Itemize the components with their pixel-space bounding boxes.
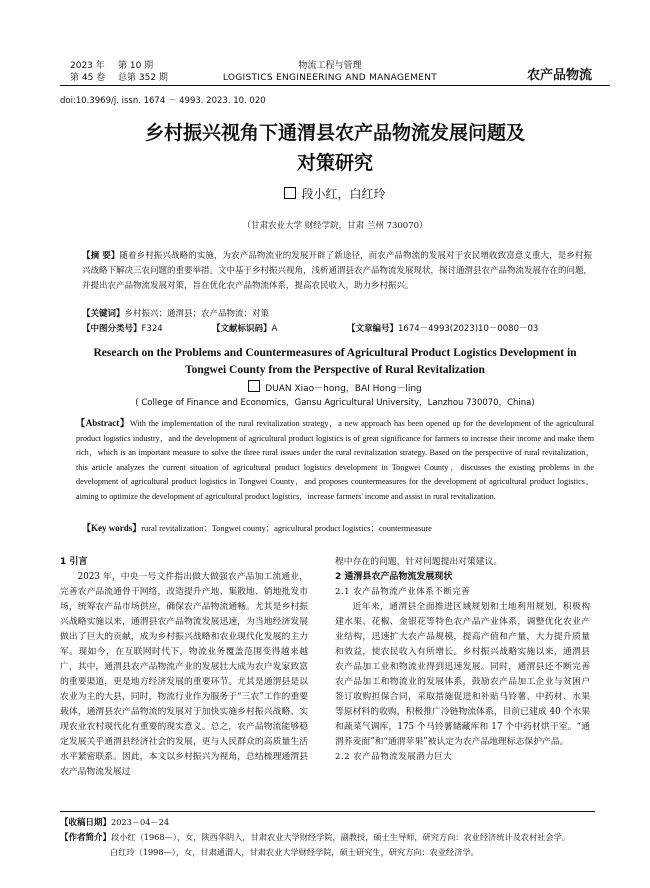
doi: doi:10.3969/j. issn. 1674 － 4993. 2023. 10. 020: [60, 96, 266, 106]
section-2-1-paragraph: 近年来，通渭县全面推进区域规划和土地利用规划，积极构建水果、花椒、金银花等特色农产品产业体系，调整优化农业产业结构，迅速扩大农产品规模，提高产值和产量，大力提升质量和效益，使农民收入有所增长。乡村振兴战略实施以来，通渭县农产品加工业和物流业得到迅速发展。同时，通渭县还不断完善农产品加工和物流业的发展体系，鼓励农产品加工企业与贫困户签订收购担保合同，采取措施促进和补贴马铃薯、中药材、水果等原材料的收购，积极推广冷链物流体系，目前已建成 40 个水果和蔬菜气调库，175 个马铃薯储藏库和 17 个中药材烘干室。“通渭荞麦面”和“通渭苹果”被认定为农产品地理标志保护产品。: [335, 602, 590, 747]
author-bio-1: 段小红（1968—），女，陕西华阴人，甘肃农业大学财经学院，副教授，硕士生导师，研究方向：农业经济统计及农村社会学。: [111, 832, 570, 842]
abstract-cn-label: 【摘 要】: [82, 251, 120, 261]
article-no-value: 1674－4993(2023)10－0080－03: [398, 324, 539, 334]
author-bio-label: 【作者简介】: [60, 833, 112, 843]
section-1-paragraph: 2023 年，中央一号文件指出做大做强农产品加工流通业，完善农产品流通骨干网络，改造提升产地、集散地、销地批发市场，统筹农产品市场供应，确保农产品物流通畅。尤其是乡村振兴战略实施以来，通渭县农产品物流发展迅速，为当地经济发展做出了巨大的贡献，成为乡村振兴战略和农业现代化发展的主力军。现如今，在互联网时代下，物流业务覆盖范围变得越来越广，其中，通渭县农产品物流产业的发展壮大成为农户发家致富的重要渠道，更是地方经济发展的重要环节。尤其是通渭县是以农业为主的大县，同时，物流行业作为服务于“三农”工作的重要载体，通渭县农产品物流的发展对于加快实施乡村振兴战略、实现农业农村现代化有重要的现实意义。总之，农产品物流能够稳定发展关乎通渭县经济社会的发展，更与人民群众的高质量生活水平紧密联系。因此，本文以乡村振兴为视角，总结梳理通渭县农产品物流发展过: [60, 572, 308, 777]
doc-code-label: 【文献标识码】: [212, 324, 272, 334]
issue-label: 第 10 期: [118, 61, 154, 71]
english-author-names: DUAN Xiao－hong，BAI Hong－ling: [265, 384, 422, 394]
footnote: [60, 815, 595, 859]
keywords-en-label: 【Key words】: [82, 523, 142, 533]
keywords-en-text: rural revitalization；Tongwei county；agricultural product logistics；countermeasure: [141, 524, 432, 533]
footnote-rule: [60, 811, 595, 812]
article-no-label: 【文章编号】: [347, 324, 399, 334]
keywords-cn-label: 【关键词】: [82, 309, 125, 319]
english-affiliation: ( College of Finance and Economics，Gansu Agricultural University，Lanzhou 730070，China): [135, 398, 535, 408]
title-line-2: 对策研究: [296, 152, 373, 174]
section-label: 农产品物流: [526, 68, 592, 83]
abstract-cn: [82, 249, 592, 294]
section-1-heading: 1 引言: [60, 557, 88, 567]
section-2-1-heading: 2.1 农产品物流产业体系不断完善: [335, 587, 471, 597]
section-2-heading: 2 通渭县农产品物流发展现状: [335, 572, 453, 582]
english-title-line-1: Research on the Problems and Countermeasures of Agricultural Product Logistics Development in: [93, 347, 577, 359]
header-rule: [60, 85, 610, 86]
paper-title: [60, 118, 610, 178]
title-line-1: 乡村振兴视角下通渭县农产品物流发展问题及: [144, 122, 525, 144]
journal-header: [0, 0, 650, 88]
keywords-cn: [82, 307, 592, 319]
journal-name: [200, 60, 460, 84]
authors: [60, 185, 610, 202]
author-box-icon: [284, 187, 296, 199]
total-issue-label: 总第 352 期: [118, 73, 168, 83]
doc-code-value: A: [271, 324, 278, 334]
abstract-en: [76, 416, 594, 505]
journal-name-cn: 物流工程与管理: [298, 61, 362, 71]
abstract-en-text: With the implementation of the rural revitalization strategy，a new approach has been opened up for the development of the agricultural product logistics industry，and the development of agricultural product logistics is of great significance for farmers to increase their income and make them rich，which is an important measure to solve the three rural issues under the rural revitalization strategy. Based on the perspective of rural revitalization，this article analyzes the current situation of agricultural product logistics development in Tongwei County，discusses the existing problems in the development of agricultural product logistics in Tongwei County，and proposes countermeasures for the development of agricultural product logistics，aiming to optimize the development of agricultural product logistics，increase farmers' income and assist in rural revitalization.: [76, 419, 594, 501]
english-title: [60, 345, 610, 379]
clc-label: 【中图分类号】: [82, 324, 142, 334]
volume-label: 第 45 卷: [70, 73, 106, 83]
author-bio-2: 白红玲（1998—），女，甘肃通渭人，甘肃农业大学财经学院，硕士研究生，研究方向：农业经济学。: [110, 847, 479, 857]
issue-info: [70, 60, 168, 84]
english-title-line-2: Tongwei County from the Perspective of Rural Revitalization: [185, 364, 485, 376]
affiliation: （甘肃农业大学 财经学院，甘肃 兰州 730070）: [242, 221, 428, 231]
clc-value: F324: [141, 324, 163, 334]
abstract-cn-text: 随着乡村振兴战略的实施，为农产品物流业的发展开辟了新途径，而农产品物流的发展对于农民增收致富意义重大，是乡村振兴战略下解决三农问题的重要举措。文中基于乡村振兴视角，浅析通渭县农产品物流发展现状，探讨通渭县农产品物流发展存在的问题，并提出农产品物流发展对策，旨在优化农产品物流体系，提高农民收入，助力乡村振兴。: [82, 251, 593, 291]
journal-name-en: LOGISTICS ENGINEERING AND MANAGEMENT: [222, 73, 438, 83]
keywords-cn-text: 乡村振兴；通渭县；农产品物流；对策: [124, 309, 270, 319]
abstract-en-label: 【Abstract】: [76, 418, 130, 428]
body-column-right: [335, 555, 590, 765]
author-names: 段小红，白红玲: [301, 187, 386, 201]
received-date: 2023－04－24: [111, 817, 170, 827]
author-box-icon: [248, 380, 260, 392]
received-label: 【收稿日期】: [60, 818, 112, 828]
body-column-left: [60, 555, 308, 780]
year-label: 2023 年: [70, 61, 105, 71]
section-2-2-heading: 2.2 农产品物流发展潜力巨大: [335, 752, 453, 762]
continued-paragraph: 程中存在的问题，针对问题提出对策建议。: [335, 557, 503, 567]
keywords-en: [82, 521, 592, 534]
english-authors: [60, 380, 610, 394]
